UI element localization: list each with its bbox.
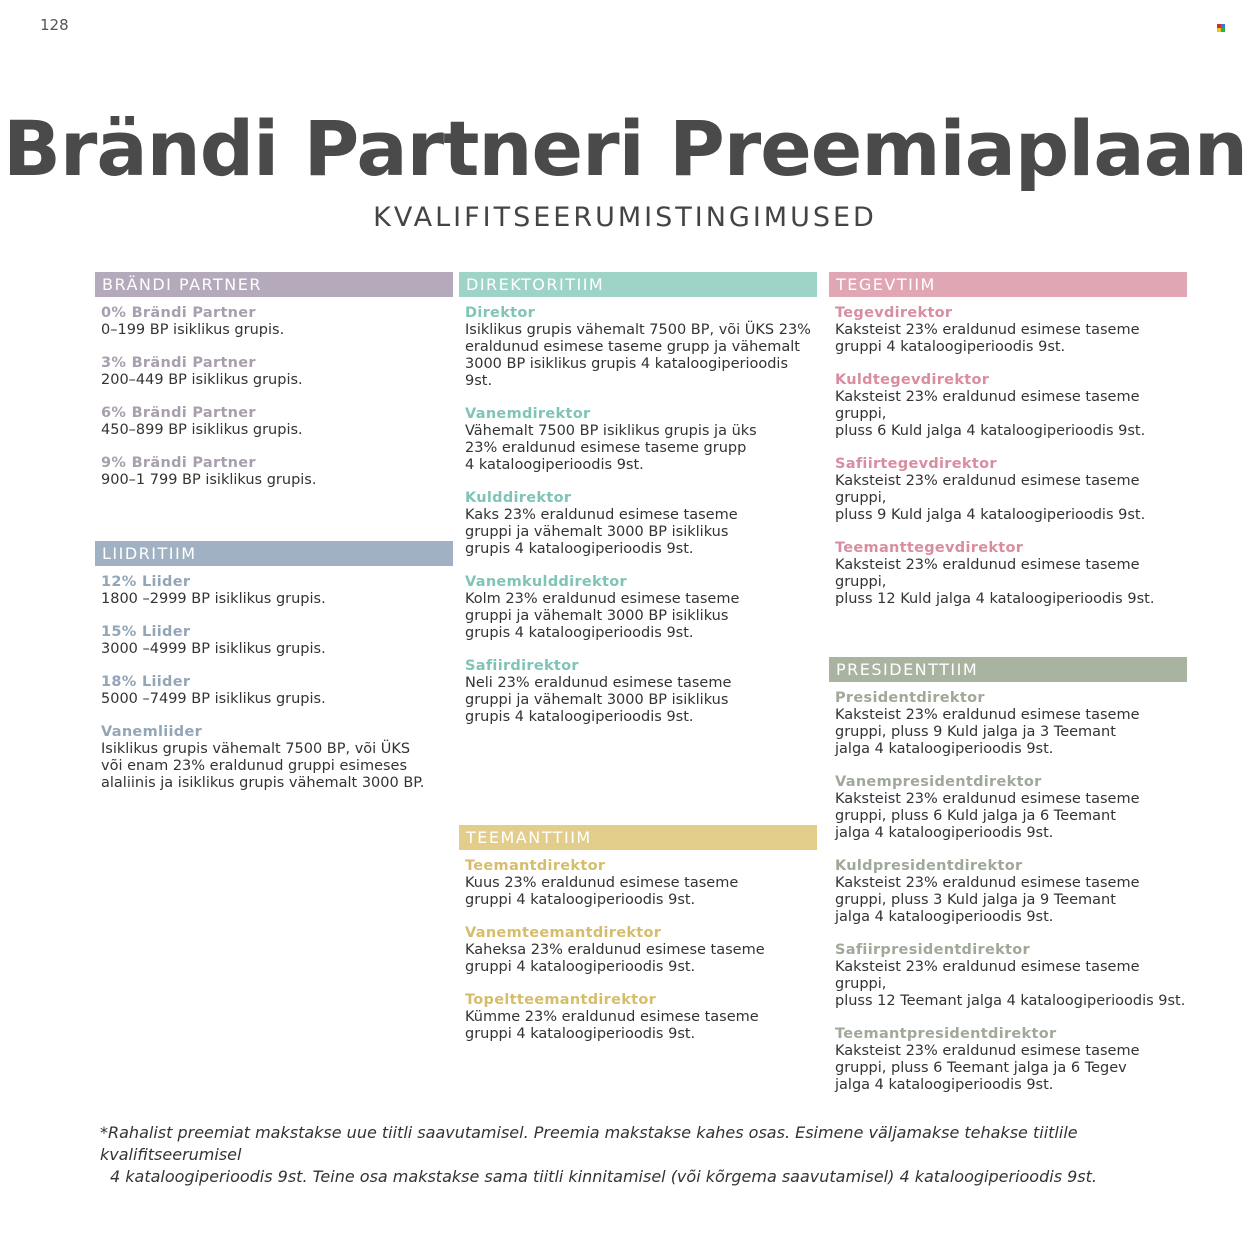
section-items (459, 850, 817, 1043)
rank-item (465, 490, 817, 558)
rank-requirement-line: Kaksteist 23% eraldunud esimese taseme (835, 1043, 1140, 1059)
rank-title: Kulddirektor (465, 490, 572, 506)
rank-requirement-line: Kaks 23% eraldunud esimese taseme (465, 507, 738, 523)
rank-title: Safiirpresidentdirektor (835, 942, 1030, 958)
rank-requirement-line: gruppi 4 kataloogiperioodis 9st. (835, 339, 1066, 355)
rank-requirement-line: jalga 4 kataloogiperioodis 9st. (835, 1077, 1054, 1093)
rank-requirement-line: Kaheksa 23% eraldunud esimese taseme (465, 942, 765, 958)
footnote (100, 1122, 1180, 1188)
rank-item (101, 574, 453, 608)
rank-item (835, 372, 1187, 440)
rank-title: 18% Liider (101, 674, 191, 690)
rank-title: 15% Liider (101, 624, 191, 640)
section-items (95, 297, 453, 489)
rank-requirement-line: Kaksteist 23% eraldunud esimese taseme (835, 875, 1140, 891)
section-header: TEGEVTIIM (829, 272, 1187, 297)
rank-item (835, 540, 1187, 608)
rank-requirement-line: gruppi, pluss 6 Teemant jalga ja 6 Tegev (835, 1060, 1127, 1076)
rank-title: Tegevdirektor (835, 305, 953, 321)
page-title: Brändi Partneri Preemiaplaan (2, 104, 1248, 193)
color-registration-mark (1217, 24, 1226, 32)
footnote-line-1: *Rahalist preemiat makstakse uue tiitli saavutamisel. Preemia makstakse kahes osas. Esimene väljamakse tehakse tiitlile kvalifitseerumisel (100, 1123, 1078, 1164)
rank-item (101, 355, 453, 389)
rank-item (465, 574, 817, 642)
rank-requirement-line: pluss 9 Kuld jalga 4 kataloogiperioodis 9st. (835, 507, 1146, 523)
rank-requirement-line: Vähemalt 7500 BP isiklikus grupis ja üks (465, 423, 757, 439)
rank-title: 9% Brändi Partner (101, 455, 256, 471)
rank-requirement-line: grupis 4 kataloogiperioodis 9st. (465, 541, 694, 557)
section-header: TEEMANTTIIM (459, 825, 817, 850)
rank-requirement-line: 23% eraldunud esimese taseme grupp (465, 440, 747, 456)
rank-requirement: 1800 –2999 BP isiklikus grupis. (101, 591, 326, 607)
rank-requirement-line: gruppi 4 kataloogiperioodis 9st. (465, 959, 696, 975)
section-items (829, 297, 1187, 608)
rank-item (101, 305, 453, 339)
rank-requirement-line: 4 kataloogiperioodis 9st. (465, 457, 644, 473)
rank-title: Vanemliider (101, 724, 203, 740)
rank-requirement-line: Kaksteist 23% eraldunud esimese taseme gruppi, (835, 473, 1140, 506)
rank-requirement-line: gruppi 4 kataloogiperioodis 9st. (465, 892, 696, 908)
rank-title: Kuldtegevdirektor (835, 372, 990, 388)
rank-requirement-line: alaliinis ja isiklikus grupis vähemalt 3000 BP. (101, 775, 425, 791)
rank-requirement-line: gruppi ja vähemalt 3000 BP isiklikus (465, 524, 729, 540)
rank-requirement-line: või enam 23% eraldunud gruppi esimeses (101, 758, 408, 774)
rank-item (835, 305, 1187, 356)
rank-requirement-line: gruppi, pluss 3 Kuld jalga ja 9 Teemant (835, 892, 1116, 908)
rank-item (465, 925, 817, 976)
rank-title: 6% Brändi Partner (101, 405, 256, 421)
rank-requirement-line: Kaksteist 23% eraldunud esimese taseme (835, 322, 1140, 338)
rank-title: Direktor (465, 305, 536, 321)
rank-title: 12% Liider (101, 574, 191, 590)
rank-item (465, 858, 817, 909)
rank-item (465, 658, 817, 726)
rank-requirement-line: pluss 6 Kuld jalga 4 kataloogiperioodis 9st. (835, 423, 1146, 439)
rank-requirement: 5000 –7499 BP isiklikus grupis. (101, 691, 326, 707)
rank-item (465, 406, 817, 474)
rank-title: Teemanttegevdirektor (835, 540, 1024, 556)
section-header: BRÄNDI PARTNER (95, 272, 453, 297)
rank-item (835, 942, 1187, 1010)
footnote-line-2: 4 kataloogiperioodis 9st. Teine osa makstakse sama tiitli kinnitamisel (või kõrgema saavutamisel) 4 kataloogiperioodis 9st. (110, 1167, 1097, 1186)
rank-requirement-line: Neli 23% eraldunud esimese taseme (465, 675, 732, 691)
section-header: PRESIDENTTIIM (829, 657, 1187, 682)
rank-requirement-line: grupis 4 kataloogiperioodis 9st. (465, 709, 694, 725)
rank-title: Presidentdirektor (835, 690, 985, 706)
rank-requirement-line: gruppi ja vähemalt 3000 BP isiklikus (465, 608, 729, 624)
rank-title: Vanemdirektor (465, 406, 591, 422)
rank-title: 0% Brändi Partner (101, 305, 256, 321)
rank-title: Safiirdirektor (465, 658, 579, 674)
rank-item (465, 992, 817, 1043)
rank-item (101, 724, 453, 792)
page-subtitle: KVALIFITSEERUMISTINGIMUSED (373, 202, 877, 233)
section-brandi-partner (95, 272, 453, 505)
rank-requirement-line: Kaksteist 23% eraldunud esimese taseme (835, 791, 1140, 807)
rank-title: Vanempresidentdirektor (835, 774, 1042, 790)
rank-requirement-line: Kümme 23% eraldunud esimese taseme (465, 1009, 759, 1025)
rank-item (835, 690, 1187, 758)
rank-requirement-line: Isiklikus grupis vähemalt 7500 BP, või ÜKS 23% (465, 322, 811, 338)
rank-item (835, 774, 1187, 842)
rank-item (101, 674, 453, 708)
rank-title: Kuldpresidentdirektor (835, 858, 1023, 874)
rank-title: Teemantdirektor (465, 858, 606, 874)
rank-requirement-line: Kuus 23% eraldunud esimese taseme (465, 875, 739, 891)
section-header: LIIDRITIIM (95, 541, 453, 566)
rank-item (835, 1026, 1187, 1094)
section-items (829, 682, 1187, 1094)
rank-requirement-line: gruppi, pluss 6 Kuld jalga ja 6 Teemant (835, 808, 1116, 824)
section-liidritiim (95, 541, 453, 808)
section-tegevtiim (829, 272, 1187, 624)
rank-requirement-line: Kaksteist 23% eraldunud esimese taseme gruppi, (835, 389, 1140, 422)
rank-requirement-line: 3000 BP isiklikus grupis 4 kataloogiperioodis 9st. (465, 356, 789, 389)
rank-title: Safiirtegevdirektor (835, 456, 997, 472)
section-teemanttiim (459, 825, 817, 1059)
rank-requirement-line: jalga 4 kataloogiperioodis 9st. (835, 909, 1054, 925)
rank-requirement-line: Kaksteist 23% eraldunud esimese taseme gruppi, (835, 959, 1140, 992)
rank-requirement-line: gruppi 4 kataloogiperioodis 9st. (465, 1026, 696, 1042)
rank-title: Vanemkulddirektor (465, 574, 627, 590)
rank-item (101, 405, 453, 439)
rank-item (835, 858, 1187, 926)
rank-requirement: 3000 –4999 BP isiklikus grupis. (101, 641, 326, 657)
rank-requirement-line: jalga 4 kataloogiperioodis 9st. (835, 825, 1054, 841)
rank-title: 3% Brändi Partner (101, 355, 256, 371)
rank-requirement-line: eraldunud esimese taseme grupp ja vähemalt (465, 339, 800, 355)
rank-item (835, 456, 1187, 524)
section-presidenttiim (829, 657, 1187, 1110)
rank-requirement-line: Kolm 23% eraldunud esimese taseme (465, 591, 740, 607)
rank-item (465, 305, 817, 390)
rank-requirement-line: gruppi, pluss 9 Kuld jalga ja 3 Teemant (835, 724, 1116, 740)
rank-requirement: 0–199 BP isiklikus grupis. (101, 322, 285, 338)
rank-title: Vanemteemantdirektor (465, 925, 662, 941)
rank-requirement-line: pluss 12 Kuld jalga 4 kataloogiperioodis 9st. (835, 591, 1155, 607)
rank-requirement: 900–1 799 BP isiklikus grupis. (101, 472, 317, 488)
rank-requirement-line: gruppi ja vähemalt 3000 BP isiklikus (465, 692, 729, 708)
section-direktoritiim (459, 272, 817, 742)
section-header: DIREKTORITIIM (459, 272, 817, 297)
page-number: 128 (40, 16, 69, 34)
rank-requirement: 450–899 BP isiklikus grupis. (101, 422, 303, 438)
rank-item (101, 455, 453, 489)
section-items (95, 566, 453, 792)
rank-requirement: 200–449 BP isiklikus grupis. (101, 372, 303, 388)
rank-requirement-line: Kaksteist 23% eraldunud esimese taseme gruppi, (835, 557, 1140, 590)
section-items (459, 297, 817, 726)
rank-title: Teemantpresidentdirektor (835, 1026, 1057, 1042)
rank-requirement-line: grupis 4 kataloogiperioodis 9st. (465, 625, 694, 641)
rank-title: Topeltteemantdirektor (465, 992, 657, 1008)
rank-requirement-line: Isiklikus grupis vähemalt 7500 BP, või ÜKS (101, 741, 411, 757)
rank-item (101, 624, 453, 658)
rank-requirement-line: jalga 4 kataloogiperioodis 9st. (835, 741, 1054, 757)
rank-requirement-line: pluss 12 Teemant jalga 4 kataloogiperioodis 9st. (835, 993, 1186, 1009)
rank-requirement-line: Kaksteist 23% eraldunud esimese taseme (835, 707, 1140, 723)
